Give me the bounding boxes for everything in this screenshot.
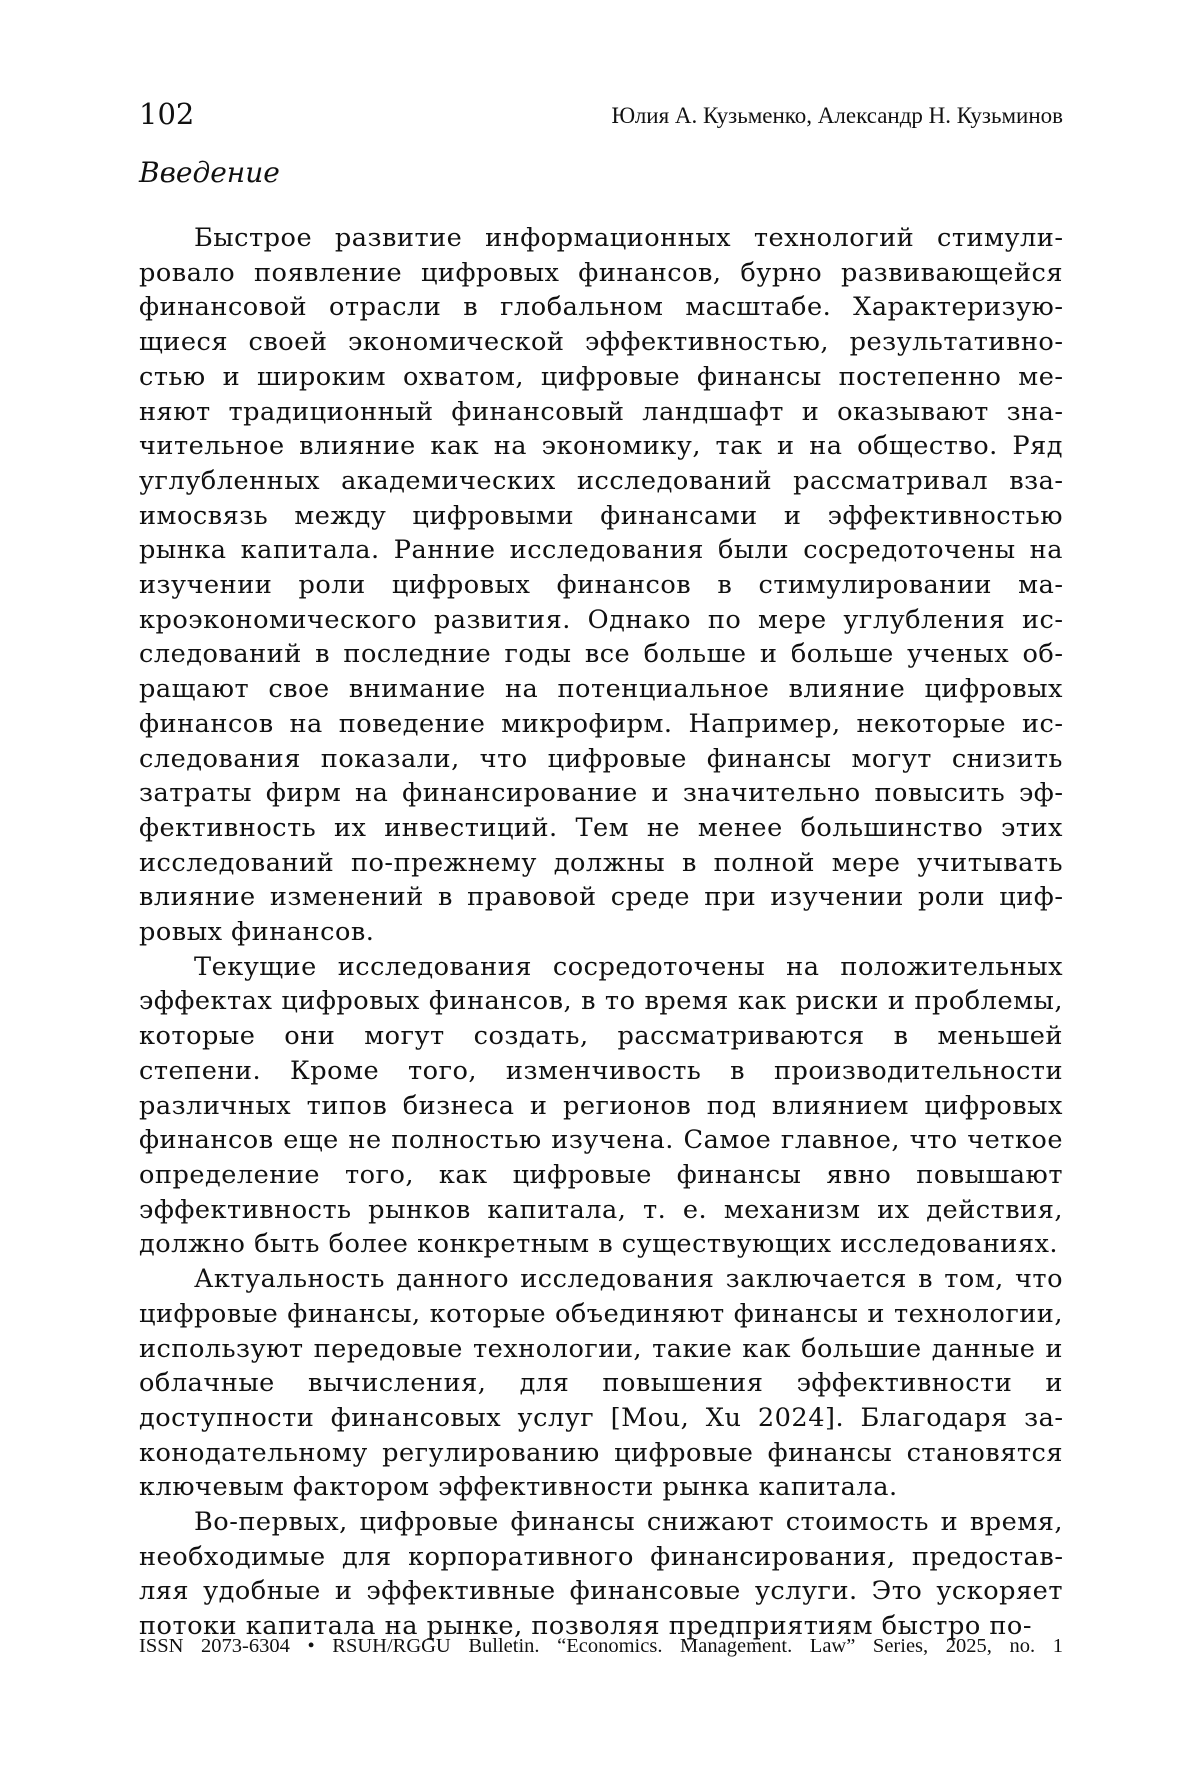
journal-page bbox=[139, 0, 1063, 1780]
footer-citation: ISSN 2073-6304 • RSUH/RGGU Bulletin. “Economics. Management. Law” Series, 2025, no. 1 bbox=[139, 1632, 1063, 1660]
body-paragraph-3: Актуальность данного исследования заключается в том, что цифровые финансы, которые объединяют финансы и техноло­гии, используют передовые технологии, такие как большие дан­ные и облачные вычисления, для повышения эффективности и доступности финансовых услуг [Mou, Xu 2024]. Благодаря за­конодательному регулированию цифровые финансы становятся ключевым фактором эффективности рынка капитала. bbox=[139, 1262, 1063, 1505]
running-head bbox=[139, 96, 1063, 136]
section-title: Введение bbox=[139, 155, 280, 191]
running-head-authors: Юлия А. Кузьменко, Александр Н. Кузьминов bbox=[611, 101, 1063, 131]
body-paragraph-1: Быстрое развитие информационных технологий стимули­ровало появление цифровых финансов, бурно развивающейся финансовой отрасли в глобальном масштабе. Характеризую­щиеся своей экономической эффективностью, результативно­стью и широким охватом, цифровые финансы постепенно ме­няют традиционный финансовый ландшафт и оказывают зна­чительное влияние как на экономику, так и на общество. Ряд углубленных академических исследований рассматривал вза­имосвязь между цифровыми финансами и эффективностью рынка капитала. Ранние исследования были сосредоточены на изучении роли цифровых финансов в стимулировании ма­кроэкономического развития. Однако по мере углубления ис­следований в последние годы все больше и больше ученых об­ращают свое внимание на потенциальное влияние цифровых финансов на поведение микрофирм. Например, некоторые ис­следования показали, что цифровые финансы могут снизить затраты фирм на финансирование и значительно повысить эф­фективность их инвестиций. Тем не менее большинство этих исследований по-прежнему должны в полной мере учитывать влияние изменений в правовой среде при изучении роли циф­ровых финансов. bbox=[139, 221, 1063, 950]
body-paragraph-2: Текущие исследования сосредоточены на положительных эффектах цифровых финансов, в то время как риски и проблемы, которые они могут создать, рассматриваются в меньшей степени. Кроме того, изменчивость в производительности различных ти­пов бизнеса и регионов под влиянием цифровых финансов еще не полностью изучена. Самое главное, что четкое определение того, как цифровые финансы явно повышают эффективность рынков капитала, т. е. механизм их действия, должно быть более конкретным в существующих исследованиях. bbox=[139, 950, 1063, 1262]
article-body bbox=[139, 221, 1063, 1644]
page-number: 102 bbox=[139, 96, 194, 132]
body-paragraph-4: Во-первых, цифровые финансы снижают стоимость и время, необходимые для корпоративного финансирования, предостав­ляя удобные и эффективные финансовые услуги. Это ускоряет потоки капитала на рынке, позволяя предприятиям быстро по- bbox=[139, 1505, 1063, 1644]
